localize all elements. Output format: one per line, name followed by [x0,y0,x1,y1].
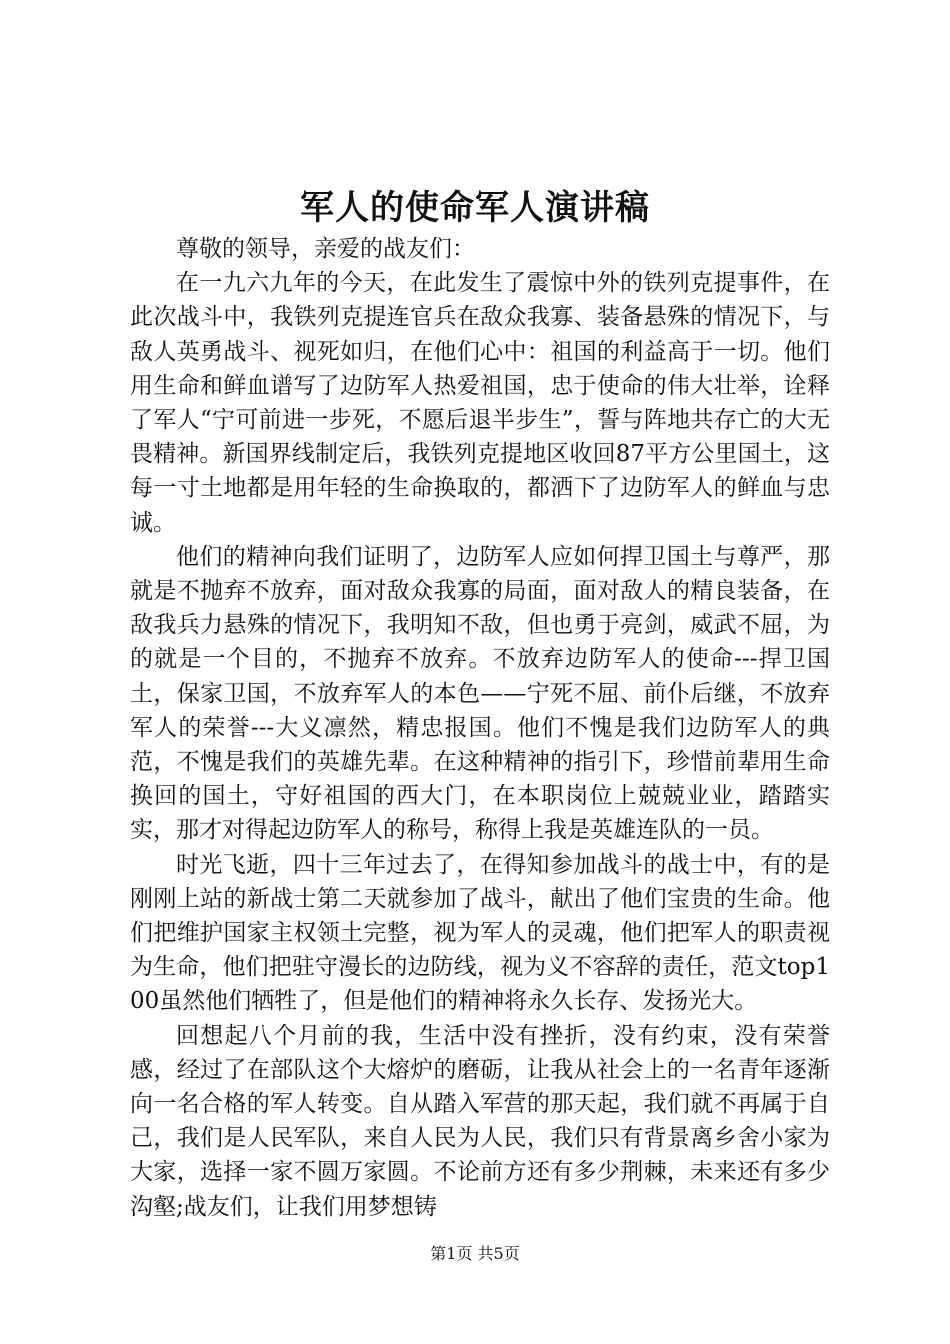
document-title: 军人的使命军人演讲稿 [300,188,650,228]
body-paragraph: 时光飞逝，四十三年过去了，在得知参加战斗的战士中，有的是刚刚上站的新战士第二天就参加了战斗，献出了他们宝贵的生命。他们把维护国家主权领土完整，视为军人的灵魂，他们把军人的职责视为生命，他们把驻守漫长的边防线，视为义不容辞的责任，范文top100虽然他们牺牲了，但是他们的精神将永久长存、发扬光大。 [130,851,830,1015]
body-paragraph: 在一九六九年的今天，在此发生了震惊中外的铁列克提事件，在此次战斗中，我铁列克提连官兵在敌众我寡、装备悬殊的情况下，与敌人英勇战斗、视死如归，在他们心中：祖国的利益高于一切。他们用生命和鲜血谱写了边防军人热爱祖国，忠于使命的伟大壮举，诠释了军人“宁可前进一步死，不愿后退半步生”，誓与阵地共存亡的大无畏精神。新国界线制定后，我铁列克提地区收回87平方公里国土，这每一寸土地都是用年轻的生命换取的，都洒下了边防军人的鲜血与忠诚。 [130,270,830,536]
document-body [130,232,830,1224]
body-paragraph: 回想起八个月前的我，生活中没有挫折，没有约束，没有荣誉感，经过了在部队这个大熔炉的磨砺，让我从社会上的一名青年逐渐向一名合格的军人转变。自从踏入军营的那天起，我们就不再属于自己，我们是人民军队，来自人民为人民，我们只有背景离乡舍小家为大家，选择一家不圆万家圆。不论前方还有多少荆棘，未来还有多少沟壑;战友们，让我们用梦想铸 [130,1022,830,1220]
body-paragraph: 他们的精神向我们证明了，边防军人应如何捍卫国土与尊严，那就是不抛弃不放弃，面对敌众我寡的局面，面对敌人的精良装备，在敌我兵力悬殊的情况下，我明知不敌，但也勇于亮剑，威武不屈，为的就是一个目的，不抛弃不放弃。不放弃边防军人的使命---捍卫国土，保家卫国，不放弃军人的本色——宁死不屈、前仆后继，不放弃军人的荣誉---大义凛然，精忠报国。他们不愧是我们边防军人的典范，不愧是我们的英雄先辈。在这种精神的指引下，珍惜前辈用生命换回的国土，守好祖国的西大门，在本职岗位上兢兢业业，踏踏实实，那才对得起边防军人的称号，称得上我是英雄连队的一员。 [130,543,830,844]
page-number-footer: 第1页 共5页 [430,1244,520,1263]
salutation-paragraph: 尊敬的领导，亲爱的战友们： [176,236,475,262]
